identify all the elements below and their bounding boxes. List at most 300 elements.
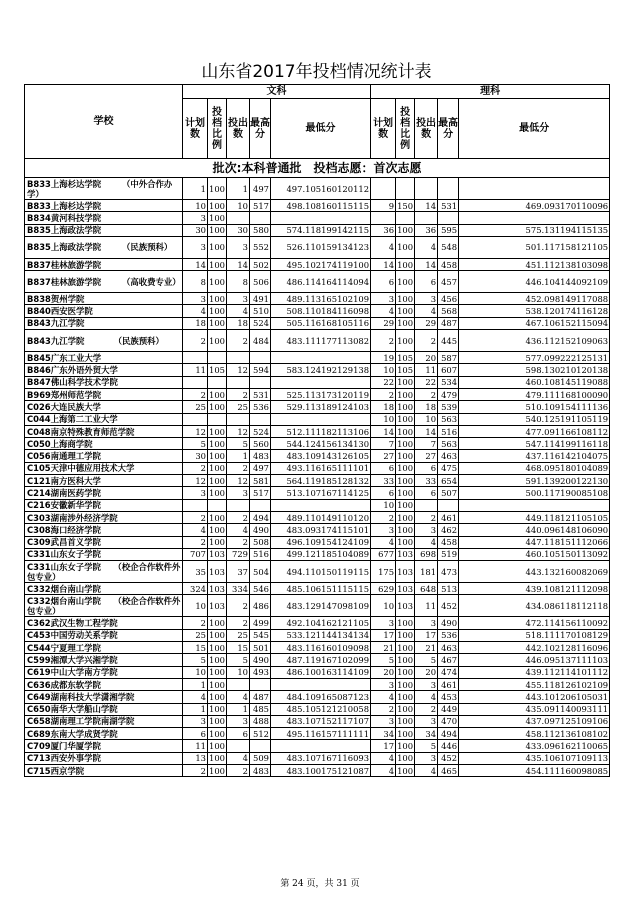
wenke-max-cell: 560 bbox=[250, 438, 271, 450]
wenke-plan-cell: 2 bbox=[183, 617, 208, 629]
wenke-max-cell: 552 bbox=[250, 236, 271, 258]
header-wenke-min: 最低分 bbox=[271, 99, 371, 159]
wenke-ratio-cell: 100 bbox=[209, 524, 225, 535]
wenke-max-cell: 497 bbox=[250, 462, 271, 474]
wenke-out-cell: 6 bbox=[227, 728, 250, 740]
wenke-ratio-cell: 100 bbox=[209, 438, 225, 449]
table-row bbox=[25, 595, 610, 617]
school-cell: C332烟台南山学院 （校企合作软件外包专业） bbox=[25, 595, 183, 617]
wenke-max-cell: 508 bbox=[250, 536, 271, 548]
wenke-min-cell: 505.116168105116 bbox=[271, 317, 371, 329]
like-ratio-cell: 100 bbox=[397, 679, 414, 690]
like-ratio-cell: 100 bbox=[396, 330, 415, 352]
wenke-ratio-cell: 100 bbox=[209, 728, 225, 739]
like-min-cell: 437.097125109106 bbox=[459, 715, 610, 727]
wenke-max-cell: 524 bbox=[250, 317, 271, 329]
like-out-cell: 4 bbox=[415, 305, 438, 317]
wenke-max-cell: 490 bbox=[250, 654, 271, 666]
like-out-cell: 34 bbox=[415, 728, 438, 740]
table-row bbox=[25, 352, 610, 364]
wenke-min-cell: 494.110150119115 bbox=[271, 561, 371, 583]
like-ratio-cell: 100 bbox=[397, 654, 414, 665]
wenke-min-cell: 508.110184116098 bbox=[271, 305, 371, 317]
like-max-cell: 452 bbox=[438, 752, 459, 764]
like-ratio-cell: 103 bbox=[396, 595, 415, 617]
wenke-plan-cell: 25 bbox=[183, 401, 208, 413]
header-wenke-plan: 计划数 bbox=[183, 99, 208, 159]
wenke-out-cell: 2 bbox=[227, 764, 250, 776]
table-row bbox=[25, 330, 610, 352]
like-out-cell: 6 bbox=[415, 462, 438, 474]
like-out-cell: 3 bbox=[415, 752, 438, 764]
wenke-max-cell: 494 bbox=[250, 511, 271, 523]
wenke-out-cell bbox=[227, 740, 250, 752]
like-min-cell: 469.093170110096 bbox=[459, 200, 610, 212]
wenke-plan-cell: 2 bbox=[183, 764, 208, 776]
wenke-min-cell bbox=[271, 678, 371, 690]
like-max-cell: 563 bbox=[438, 438, 459, 450]
wenke-min-cell: 483.107167116093 bbox=[271, 752, 371, 764]
wenke-out-cell: 5 bbox=[227, 438, 250, 450]
like-min-cell: 598.130210120138 bbox=[459, 364, 610, 376]
wenke-min-cell: 574.118199142115 bbox=[271, 224, 371, 236]
like-max-cell: 463 bbox=[438, 642, 459, 654]
wenke-min-cell: 492.104162121105 bbox=[271, 617, 371, 629]
like-plan-cell: 7 bbox=[371, 438, 396, 450]
wenke-ratio-cell bbox=[208, 352, 227, 364]
wenke-out-cell bbox=[227, 678, 250, 690]
table-row bbox=[25, 703, 610, 715]
school-cell: B845广东工业大学 bbox=[25, 352, 183, 364]
wenke-plan-cell: 3 bbox=[183, 293, 208, 305]
like-ratio-cell: 100 bbox=[397, 225, 414, 236]
wenke-plan-cell: 1 bbox=[183, 678, 208, 690]
wenke-min-cell: 496.109154124109 bbox=[271, 536, 371, 548]
wenke-ratio-cell: 100 bbox=[209, 716, 225, 727]
wenke-plan-cell bbox=[183, 352, 208, 364]
like-plan-cell: 3 bbox=[371, 293, 396, 305]
table-row bbox=[25, 212, 610, 224]
like-plan-cell: 3 bbox=[371, 715, 396, 727]
like-ratio-cell: 100 bbox=[397, 426, 414, 437]
like-min-cell: 540.125191105119 bbox=[459, 413, 610, 425]
wenke-max-cell bbox=[250, 678, 271, 690]
wenke-out-cell: 10 bbox=[227, 666, 250, 678]
wenke-plan-cell: 324 bbox=[183, 583, 208, 595]
like-min-cell: 433.096162110065 bbox=[459, 740, 610, 752]
wenke-min-cell: 489.110149110120 bbox=[271, 511, 371, 523]
wenke-plan-cell bbox=[183, 413, 208, 425]
wenke-out-cell: 2 bbox=[227, 511, 250, 523]
wenke-ratio-cell: 100 bbox=[209, 654, 225, 665]
wenke-max-cell: 488 bbox=[250, 715, 271, 727]
wenke-plan-cell: 4 bbox=[183, 524, 208, 536]
like-ratio-cell: 100 bbox=[397, 642, 414, 653]
school-cell: C689东南大学成贤学院 bbox=[25, 728, 183, 740]
like-out-cell: 20 bbox=[415, 666, 438, 678]
like-plan-cell: 29 bbox=[371, 317, 396, 329]
wenke-ratio-cell: 100 bbox=[209, 389, 225, 400]
table-row bbox=[25, 678, 610, 690]
wenke-min-cell: 526.110159134123 bbox=[271, 236, 371, 258]
wenke-ratio-cell: 100 bbox=[209, 487, 225, 498]
school-cell: C048南京特殊教育师范学院 bbox=[25, 425, 183, 437]
like-plan-cell: 5 bbox=[371, 654, 396, 666]
like-plan-cell: 21 bbox=[371, 642, 396, 654]
like-max-cell bbox=[438, 178, 459, 200]
wenke-min-cell: 483.116160109098 bbox=[271, 642, 371, 654]
school-cell: C658湖南理工学院南湖学院 bbox=[25, 715, 183, 727]
school-cell: B833上海杉达学院 （中外合作办学） bbox=[25, 178, 183, 200]
like-min-cell: 436.112152109063 bbox=[459, 330, 610, 352]
like-min-cell: 575.131194115135 bbox=[459, 224, 610, 236]
header-like-max: 最高分 bbox=[438, 99, 459, 159]
like-max-cell: 539 bbox=[438, 401, 459, 413]
like-max-cell: 587 bbox=[438, 352, 459, 364]
like-ratio-cell: 100 bbox=[397, 259, 414, 270]
like-min-cell: 538.120174116128 bbox=[459, 305, 610, 317]
like-ratio-cell: 100 bbox=[397, 618, 414, 629]
like-out-cell: 648 bbox=[415, 583, 438, 595]
wenke-ratio-cell bbox=[208, 413, 227, 425]
wenke-out-cell: 3 bbox=[227, 293, 250, 305]
like-plan-cell: 17 bbox=[371, 740, 396, 752]
wenke-out-cell bbox=[227, 499, 250, 511]
wenke-min-cell: 495.116157111111 bbox=[271, 728, 371, 740]
like-plan-cell: 2 bbox=[371, 388, 396, 400]
like-out-cell: 2 bbox=[415, 330, 438, 352]
wenke-plan-cell: 2 bbox=[183, 462, 208, 474]
like-plan-cell: 18 bbox=[371, 401, 396, 413]
like-ratio-cell: 100 bbox=[397, 728, 414, 739]
like-plan-cell: 677 bbox=[371, 548, 396, 560]
school-cell: C636成都东软学院 bbox=[25, 678, 183, 690]
table-row bbox=[25, 388, 610, 400]
wenke-ratio-cell: 100 bbox=[208, 271, 227, 293]
wenke-plan-cell: 5 bbox=[183, 654, 208, 666]
school-cell: C544宁夏理工学院 bbox=[25, 642, 183, 654]
wenke-min-cell: 487.119167102099 bbox=[271, 654, 371, 666]
like-ratio-cell: 100 bbox=[397, 667, 414, 678]
school-cell: C709厦门华厦学院 bbox=[25, 740, 183, 752]
table-row bbox=[25, 364, 610, 376]
table-row bbox=[25, 438, 610, 450]
wenke-min-cell: 489.113165102109 bbox=[271, 293, 371, 305]
wenke-max-cell: 499 bbox=[250, 617, 271, 629]
like-plan-cell: 14 bbox=[371, 258, 396, 270]
like-max-cell: 458 bbox=[438, 536, 459, 548]
like-max-cell: 473 bbox=[438, 561, 459, 583]
page-title: 山东省2017年投档情况统计表 bbox=[201, 62, 432, 82]
group-like: 理科 bbox=[371, 85, 610, 99]
wenke-plan-cell: 3 bbox=[183, 236, 208, 258]
school-cell: C619中山大学南方学院 bbox=[25, 666, 183, 678]
like-ratio-cell: 100 bbox=[397, 753, 414, 764]
like-out-cell: 6 bbox=[415, 487, 438, 499]
like-out-cell: 4 bbox=[415, 236, 438, 258]
table-row bbox=[25, 764, 610, 776]
like-ratio-cell: 100 bbox=[397, 414, 414, 425]
like-out-cell: 698 bbox=[415, 548, 438, 560]
school-cell: B835上海政法学院 bbox=[25, 224, 183, 236]
like-out-cell: 33 bbox=[415, 475, 438, 487]
like-ratio-cell: 100 bbox=[397, 704, 414, 715]
wenke-min-cell bbox=[271, 212, 371, 224]
like-plan-cell: 3 bbox=[371, 524, 396, 536]
wenke-max-cell: 516 bbox=[250, 548, 271, 560]
wenke-plan-cell: 2 bbox=[183, 388, 208, 400]
wenke-min-cell: 483.107152117107 bbox=[271, 715, 371, 727]
like-max-cell: 453 bbox=[438, 691, 459, 703]
like-plan-cell: 629 bbox=[371, 583, 396, 595]
wenke-out-cell: 10 bbox=[227, 200, 250, 212]
wenke-max-cell: 485 bbox=[250, 703, 271, 715]
like-plan-cell: 10 bbox=[371, 499, 396, 511]
wenke-plan-cell: 35 bbox=[183, 561, 208, 583]
table-row bbox=[25, 691, 610, 703]
like-ratio-cell: 100 bbox=[396, 271, 415, 293]
table-row bbox=[25, 654, 610, 666]
like-out-cell: 11 bbox=[415, 595, 438, 617]
like-min-cell: 547.114199116118 bbox=[459, 438, 610, 450]
wenke-out-cell: 4 bbox=[227, 752, 250, 764]
wenke-min-cell bbox=[271, 352, 371, 364]
like-min-cell: 477.091166108112 bbox=[459, 425, 610, 437]
like-plan-cell: 9 bbox=[371, 200, 396, 212]
wenke-plan-cell: 2 bbox=[183, 536, 208, 548]
table-row bbox=[25, 425, 610, 437]
wenke-plan-cell: 13 bbox=[183, 752, 208, 764]
wenke-plan-cell: 10 bbox=[183, 595, 208, 617]
wenke-plan-cell: 3 bbox=[183, 212, 208, 224]
wenke-min-cell bbox=[271, 740, 371, 752]
like-max-cell: 456 bbox=[438, 293, 459, 305]
wenke-min-cell: 499.121185104089 bbox=[271, 548, 371, 560]
wenke-min-cell: 525.113173120119 bbox=[271, 388, 371, 400]
wenke-out-cell: 4 bbox=[227, 524, 250, 536]
wenke-max-cell: 497 bbox=[250, 178, 271, 200]
wenke-plan-cell: 30 bbox=[183, 224, 208, 236]
like-ratio-cell: 100 bbox=[397, 765, 414, 776]
wenke-min-cell: 493.116165111101 bbox=[271, 462, 371, 474]
wenke-max-cell: 517 bbox=[250, 200, 271, 212]
wenke-min-cell: 533.121144134134 bbox=[271, 629, 371, 641]
wenke-out-cell: 2 bbox=[227, 617, 250, 629]
table-row bbox=[25, 236, 610, 258]
school-cell: B837桂林旅游学院 （高收费专业） bbox=[25, 271, 183, 293]
wenke-ratio-cell: 100 bbox=[209, 667, 225, 678]
wenke-ratio-cell: 103 bbox=[209, 583, 225, 594]
wenke-ratio-cell: 100 bbox=[208, 330, 227, 352]
like-min-cell: 501.117158121105 bbox=[459, 236, 610, 258]
table-row bbox=[25, 200, 610, 212]
like-out-cell: 22 bbox=[415, 376, 438, 388]
like-out-cell: 21 bbox=[415, 642, 438, 654]
wenke-max-cell: 501 bbox=[250, 642, 271, 654]
like-ratio-cell: 100 bbox=[397, 401, 414, 412]
wenke-out-cell: 30 bbox=[227, 224, 250, 236]
batch-label: 批次:本科普通批 投档志愿：首次志愿 bbox=[25, 159, 610, 178]
school-cell: C309武昌首义学院 bbox=[25, 536, 183, 548]
like-out-cell: 2 bbox=[415, 511, 438, 523]
wenke-min-cell: 529.113189124103 bbox=[271, 401, 371, 413]
school-cell: C713西安外事学院 bbox=[25, 752, 183, 764]
like-max-cell: 519 bbox=[438, 548, 459, 560]
like-ratio-cell: 100 bbox=[397, 306, 414, 317]
like-max-cell: 516 bbox=[438, 425, 459, 437]
wenke-ratio-cell: 100 bbox=[208, 236, 227, 258]
table-row bbox=[25, 548, 610, 560]
like-max-cell bbox=[438, 212, 459, 224]
wenke-max-cell: 536 bbox=[250, 401, 271, 413]
wenke-plan-cell: 3 bbox=[183, 715, 208, 727]
like-ratio-cell: 103 bbox=[396, 561, 415, 583]
wenke-plan-cell: 4 bbox=[183, 305, 208, 317]
like-min-cell bbox=[459, 499, 610, 511]
header-school: 学校 bbox=[25, 85, 183, 159]
wenke-out-cell: 25 bbox=[227, 629, 250, 641]
wenke-max-cell: 493 bbox=[250, 666, 271, 678]
wenke-ratio-cell: 100 bbox=[209, 426, 225, 437]
like-out-cell: 5 bbox=[415, 740, 438, 752]
wenke-max-cell: 491 bbox=[250, 293, 271, 305]
table-row bbox=[25, 752, 610, 764]
wenke-plan-cell: 25 bbox=[183, 629, 208, 641]
like-min-cell: 468.095180104089 bbox=[459, 462, 610, 474]
like-plan-cell: 10 bbox=[371, 364, 396, 376]
like-out-cell: 3 bbox=[415, 524, 438, 536]
like-max-cell: 563 bbox=[438, 413, 459, 425]
like-max-cell: 595 bbox=[438, 224, 459, 236]
like-ratio-cell: 100 bbox=[397, 463, 414, 474]
wenke-min-cell: 483.100175121087 bbox=[271, 764, 371, 776]
group-header-row bbox=[25, 85, 610, 99]
wenke-plan-cell: 12 bbox=[183, 425, 208, 437]
wenke-out-cell: 18 bbox=[227, 317, 250, 329]
report-sheet bbox=[24, 60, 609, 777]
table-row bbox=[25, 524, 610, 536]
wenke-plan-cell: 11 bbox=[183, 364, 208, 376]
wenke-max-cell: 483 bbox=[250, 764, 271, 776]
wenke-ratio-cell bbox=[208, 376, 227, 388]
wenke-min-cell: 498.108160115115 bbox=[271, 200, 371, 212]
like-max-cell: 513 bbox=[438, 583, 459, 595]
admission-table bbox=[24, 84, 610, 777]
school-cell: C121南方医科大学 bbox=[25, 475, 183, 487]
like-max-cell: 487 bbox=[438, 317, 459, 329]
like-min-cell: 434.086118112118 bbox=[459, 595, 610, 617]
wenke-out-cell: 729 bbox=[227, 548, 250, 560]
like-plan-cell: 4 bbox=[371, 764, 396, 776]
like-min-cell: 460.108145119088 bbox=[459, 376, 610, 388]
like-plan-cell: 2 bbox=[371, 703, 396, 715]
wenke-max-cell: 506 bbox=[250, 271, 271, 293]
table-row bbox=[25, 487, 610, 499]
wenke-min-cell: 483.129147098109 bbox=[271, 595, 371, 617]
wenke-max-cell: 594 bbox=[250, 364, 271, 376]
table-row bbox=[25, 561, 610, 583]
like-ratio-cell: 100 bbox=[397, 537, 414, 548]
wenke-ratio-cell: 103 bbox=[208, 595, 227, 617]
wenke-max-cell: 580 bbox=[250, 224, 271, 236]
like-out-cell: 36 bbox=[415, 224, 438, 236]
wenke-ratio-cell: 100 bbox=[209, 691, 225, 702]
school-cell: B843九江学院 （民族预科） bbox=[25, 330, 183, 352]
like-max-cell: 463 bbox=[438, 450, 459, 462]
like-max-cell: 568 bbox=[438, 305, 459, 317]
like-max-cell: 479 bbox=[438, 388, 459, 400]
like-ratio-cell: 100 bbox=[397, 741, 414, 752]
like-out-cell: 2 bbox=[415, 388, 438, 400]
wenke-ratio-cell: 100 bbox=[209, 630, 225, 641]
wenke-max-cell: 484 bbox=[250, 330, 271, 352]
table-row bbox=[25, 413, 610, 425]
like-out-cell: 14 bbox=[415, 258, 438, 270]
table-row bbox=[25, 583, 610, 595]
page-footer: 第 24 页，共 31 页 bbox=[280, 879, 360, 889]
table-row bbox=[25, 401, 610, 413]
like-min-cell: 446.104144092109 bbox=[459, 271, 610, 293]
like-max-cell: 467 bbox=[438, 654, 459, 666]
wenke-min-cell: 483.093174115101 bbox=[271, 524, 371, 536]
wenke-ratio-cell: 100 bbox=[209, 753, 225, 764]
like-out-cell: 3 bbox=[415, 678, 438, 690]
like-min-cell: 458.112136108102 bbox=[459, 728, 610, 740]
table-row bbox=[25, 376, 610, 388]
wenke-plan-cell: 30 bbox=[183, 450, 208, 462]
table-row bbox=[25, 317, 610, 329]
wenke-ratio-cell bbox=[208, 499, 227, 511]
like-ratio-cell: 100 bbox=[397, 630, 414, 641]
wenke-ratio-cell: 100 bbox=[209, 293, 225, 304]
wenke-plan-cell: 10 bbox=[183, 200, 208, 212]
like-plan-cell: 17 bbox=[371, 629, 396, 641]
wenke-out-cell: 12 bbox=[227, 475, 250, 487]
wenke-max-cell: 510 bbox=[250, 305, 271, 317]
wenke-max-cell: 546 bbox=[250, 583, 271, 595]
wenke-out-cell: 2 bbox=[227, 595, 250, 617]
wenke-ratio-cell: 100 bbox=[209, 318, 225, 329]
like-max-cell bbox=[438, 499, 459, 511]
like-min-cell: 577.099222125131 bbox=[459, 352, 610, 364]
wenke-max-cell bbox=[250, 352, 271, 364]
wenke-ratio-cell: 105 bbox=[209, 365, 225, 376]
wenke-max-cell bbox=[250, 376, 271, 388]
wenke-max-cell: 531 bbox=[250, 388, 271, 400]
like-plan-cell: 14 bbox=[371, 425, 396, 437]
wenke-out-cell: 1 bbox=[227, 178, 250, 200]
wenke-out-cell: 12 bbox=[227, 425, 250, 437]
like-plan-cell: 6 bbox=[371, 487, 396, 499]
like-ratio-cell: 100 bbox=[397, 293, 414, 304]
header-wenke-ratio: 投档比例 bbox=[208, 99, 227, 159]
wenke-min-cell: 497.105160120112 bbox=[271, 178, 371, 200]
wenke-min-cell: 486.100163114109 bbox=[271, 666, 371, 678]
table-row bbox=[25, 178, 610, 200]
like-min-cell: 472.114156110092 bbox=[459, 617, 610, 629]
wenke-max-cell bbox=[250, 499, 271, 511]
like-max-cell: 470 bbox=[438, 715, 459, 727]
school-cell: C303湖南涉外经济学院 bbox=[25, 511, 183, 523]
like-plan-cell: 4 bbox=[371, 536, 396, 548]
like-ratio-cell: 100 bbox=[397, 487, 414, 498]
wenke-plan-cell: 10 bbox=[183, 666, 208, 678]
school-cell: B847佛山科学技术学院 bbox=[25, 376, 183, 388]
wenke-plan-cell bbox=[183, 376, 208, 388]
wenke-out-cell: 1 bbox=[227, 450, 250, 462]
school-cell: B833上海杉达学院 bbox=[25, 200, 183, 212]
school-cell: C599湘潭大学兴湘学院 bbox=[25, 654, 183, 666]
